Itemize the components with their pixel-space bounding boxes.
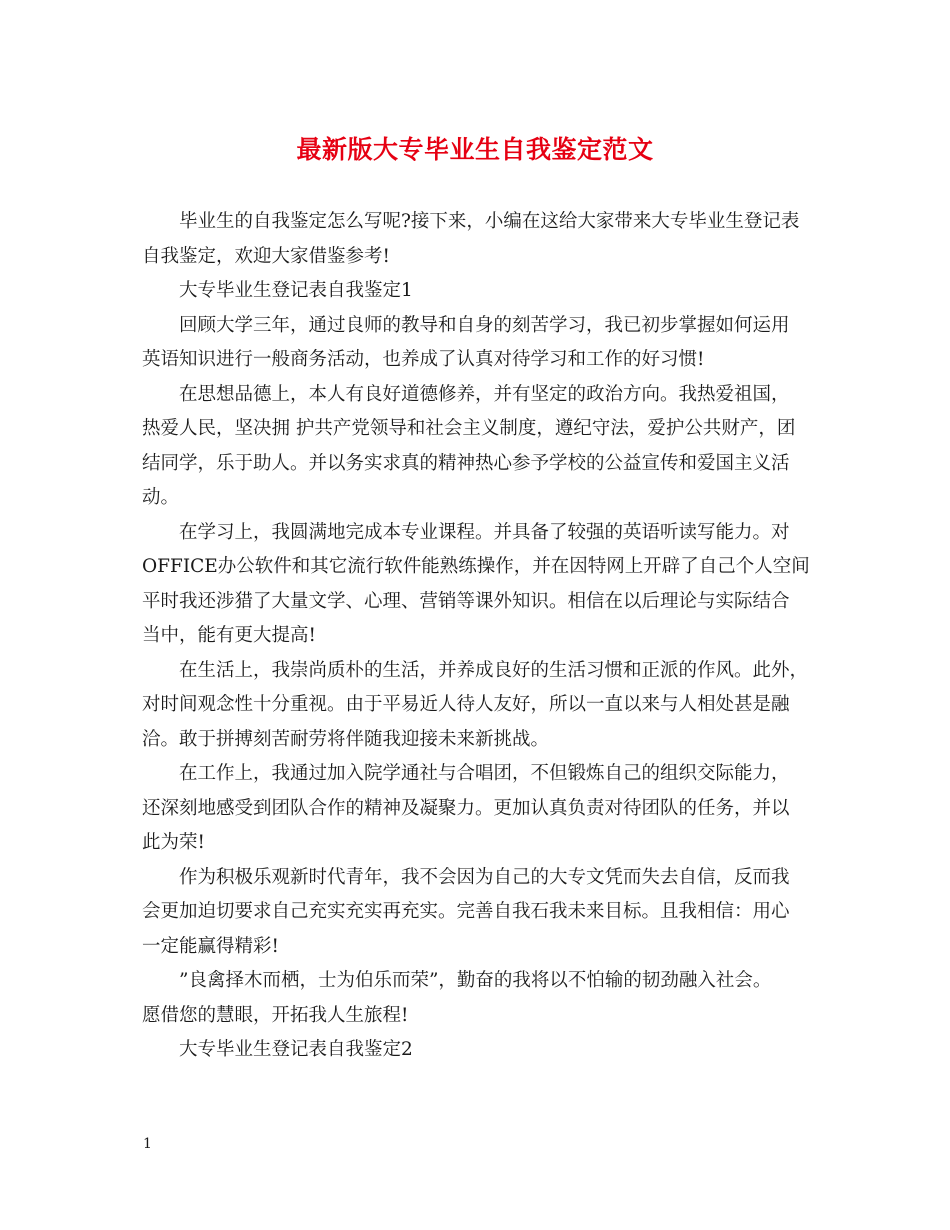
text-line: 当中，能有更大提高! — [142, 625, 316, 646]
text-line: 洽。敢于拼搏刻苦耐劳将伴随我迎接未来新挑战。 — [142, 728, 550, 750]
text-line: OFFICE办公软件和其它流行软件能熟练操作，并在因特网上开辟了自己个人空间 — [142, 556, 810, 577]
text-line: 在工作上，我通过加入院学通社与合唱团，不但锻炼自己的组织交际能力， — [179, 763, 790, 784]
text-line: 热爱人民，坚决拥 护共产党领导和社会主义制度，遵纪守法，爱护公共财产，团 — [142, 418, 796, 439]
text-line: 结同学，乐于助人。并以务实求真的精神热心参予学校的公益宣传和爱国主义活 — [142, 452, 790, 474]
text-line: 会更加迫切要求自己充实充实再充实。完善自我石我未来目标。且我相信：用心 — [142, 901, 790, 922]
text-line: ”良禽择木而栖，士为伯乐而荣”，勤奋的我将以不怕输的韧劲融入社会。 — [179, 970, 772, 991]
document-body — [142, 205, 818, 1068]
text-line: 在生活上，我崇尚质朴的生活，并养成良好的生活习惯和正派的作风。此外， — [179, 659, 809, 681]
text-line: 平时我还涉猎了大量文学、心理、营销等课外知识。相信在以后理论与实际结合 — [142, 590, 790, 612]
text-line: 大专毕业生登记表自我鉴定2 — [179, 1039, 413, 1060]
text-line: 对时间观念性十分重视。由于平易近人待人友好，所以一直以来与人相处甚是融 — [142, 694, 790, 715]
text-line: 毕业生的自我鉴定怎么写呢?接下来，小编在这给大家带来大专毕业生登记表 — [179, 211, 800, 232]
text-line: 还深刻地感受到团队合作的精神及凝聚力。更加认真负责对待团队的任务，并以 — [142, 797, 790, 819]
text-line: 作为积极乐观新时代青年，我不会因为自己的大专文凭而失去自信，反而我 — [179, 866, 790, 888]
document-title: 最新版大专毕业生自我鉴定范文 — [296, 135, 654, 164]
text-line: 大专毕业生登记表自我鉴定1 — [179, 280, 413, 301]
text-line: 回顾大学三年，通过良师的教导和自身的刻苦学习，我已初步掌握如何运用 — [179, 314, 790, 336]
text-line: 一定能赢得精彩! — [142, 935, 279, 957]
text-line: 愿借您的慧眼，开拓我人生旅程! — [142, 1004, 409, 1026]
text-line: 英语知识进行一般商务活动，也养成了认真对待学习和工作的好习惯! — [142, 349, 705, 370]
text-line: 动。 — [142, 487, 180, 508]
text-line: 此为荣! — [142, 832, 205, 853]
page-number: 1 — [143, 1136, 152, 1152]
text-line: 在思想品德上，本人有良好道德修养，并有坚定的政治方向。我热爱祖国， — [179, 383, 790, 405]
text-line: 自我鉴定，欢迎大家借鉴参考! — [142, 245, 390, 267]
text-line: 在学习上，我圆满地完成本专业课程。并具备了较强的英语听读写能力。对 — [179, 521, 790, 543]
